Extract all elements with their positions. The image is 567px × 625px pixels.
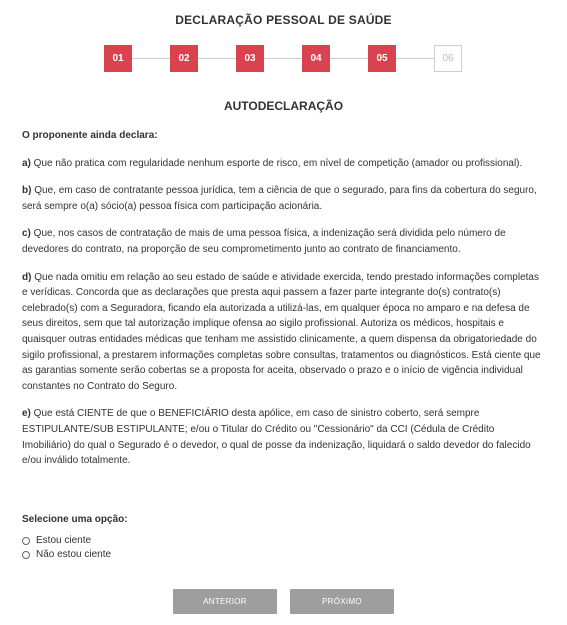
item-text: Que nada omitiu em relação ao seu estado de saúde e atividade exercida, tendo prestado informações completas e verídicas. Concorda que as declarações que presta aqui passem a fazer parte integrante do(s) contrato(s) celebrado(s) com a Seguradora, ficando ela autorizada a utilizá-las, em qualquer época no amparo e na defesa de seus direitos, sem que tal autorização implique ofensa ao sigilo profissional. Autoriza os médicos, hospitais e quaisquer outras entidades médicas que tenham me assistido clinicamente, a quem dispensa da obrigatoriedade do sigilo profissional, a prestarem informações completas sobre consultas, tratamentos ou diagnósticos. Está ciente que as garantias somente serão cobertas se a proposta for aceita, observado o prazo e o início de vigência individual constantes no Contrato do Seguro. <box>22 271 541 392</box>
declaration-item-a <box>22 156 544 172</box>
step-02[interactable]: 02 <box>170 45 198 72</box>
item-letter: d) <box>22 271 32 283</box>
next-button[interactable]: PRÓXIMO <box>290 589 394 614</box>
option-label: Estou ciente <box>36 535 92 546</box>
item-letter: a) <box>22 157 31 169</box>
step-01[interactable]: 01 <box>104 45 132 72</box>
step-05[interactable]: 05 <box>368 45 396 72</box>
option-nao-estou-ciente[interactable] <box>22 549 111 560</box>
radio-button[interactable] <box>22 537 30 545</box>
progress-stepper <box>104 45 464 72</box>
back-button[interactable]: ANTERIOR <box>173 589 277 614</box>
page-title: DECLARAÇÃO PESSOAL DE SAÚDE <box>175 13 392 27</box>
declaration-item-e <box>22 406 544 468</box>
section-title: AUTODECLARAÇÃO <box>223 99 344 113</box>
item-text: Que não pratica com regularidade nenhum esporte de risco, em nível de competição (amador ou profissional). <box>30 157 523 169</box>
declaration-item-b <box>22 183 544 214</box>
item-text: Que, nos casos de contratação de mais de uma pessoa física, a indenização será dividida pelo número de devedores do contrato, na proporção de seu comprometimento junto ao contrato de financiamento. <box>22 228 506 255</box>
step-04[interactable]: 04 <box>302 45 330 72</box>
declaration-text <box>22 128 544 481</box>
declaration-item-c <box>22 226 544 257</box>
step-03[interactable]: 03 <box>236 45 264 72</box>
options-title: Selecione uma opção: <box>22 514 128 525</box>
radio-button[interactable] <box>22 551 30 559</box>
item-letter: c) <box>22 228 31 240</box>
item-letter: b) <box>22 185 32 197</box>
option-label: Não estou ciente <box>36 549 112 560</box>
item-text: Que, em caso de contratante pessoa jurídica, tem a ciência de que o segurado, para fins da cobertura do seguro, será sempre o(a) sócio(a) pessoa física com participação acionária. <box>22 185 537 212</box>
declaration-item-d <box>22 270 544 395</box>
item-text: Que está CIENTE de que o BENEFICIÁRIO desta apólice, em caso de sinistro coberto, será sempre ESTIPULANTE/SUB ESTIPULANTE; e/ou o Titular do Crédito ou "Cessionário" da CCI (Cédula de Crédito Imobiliário) do qual o Segurado é o devedor, o qual de posse da indenização, liquidará o saldo devedor do falecido e/ou inválido totalmente. <box>22 408 531 467</box>
declaration-lead: O proponente ainda declara: <box>22 130 158 141</box>
option-estou-ciente[interactable] <box>22 535 91 546</box>
item-letter: e) <box>22 408 31 420</box>
step-06: 06 <box>434 45 462 72</box>
